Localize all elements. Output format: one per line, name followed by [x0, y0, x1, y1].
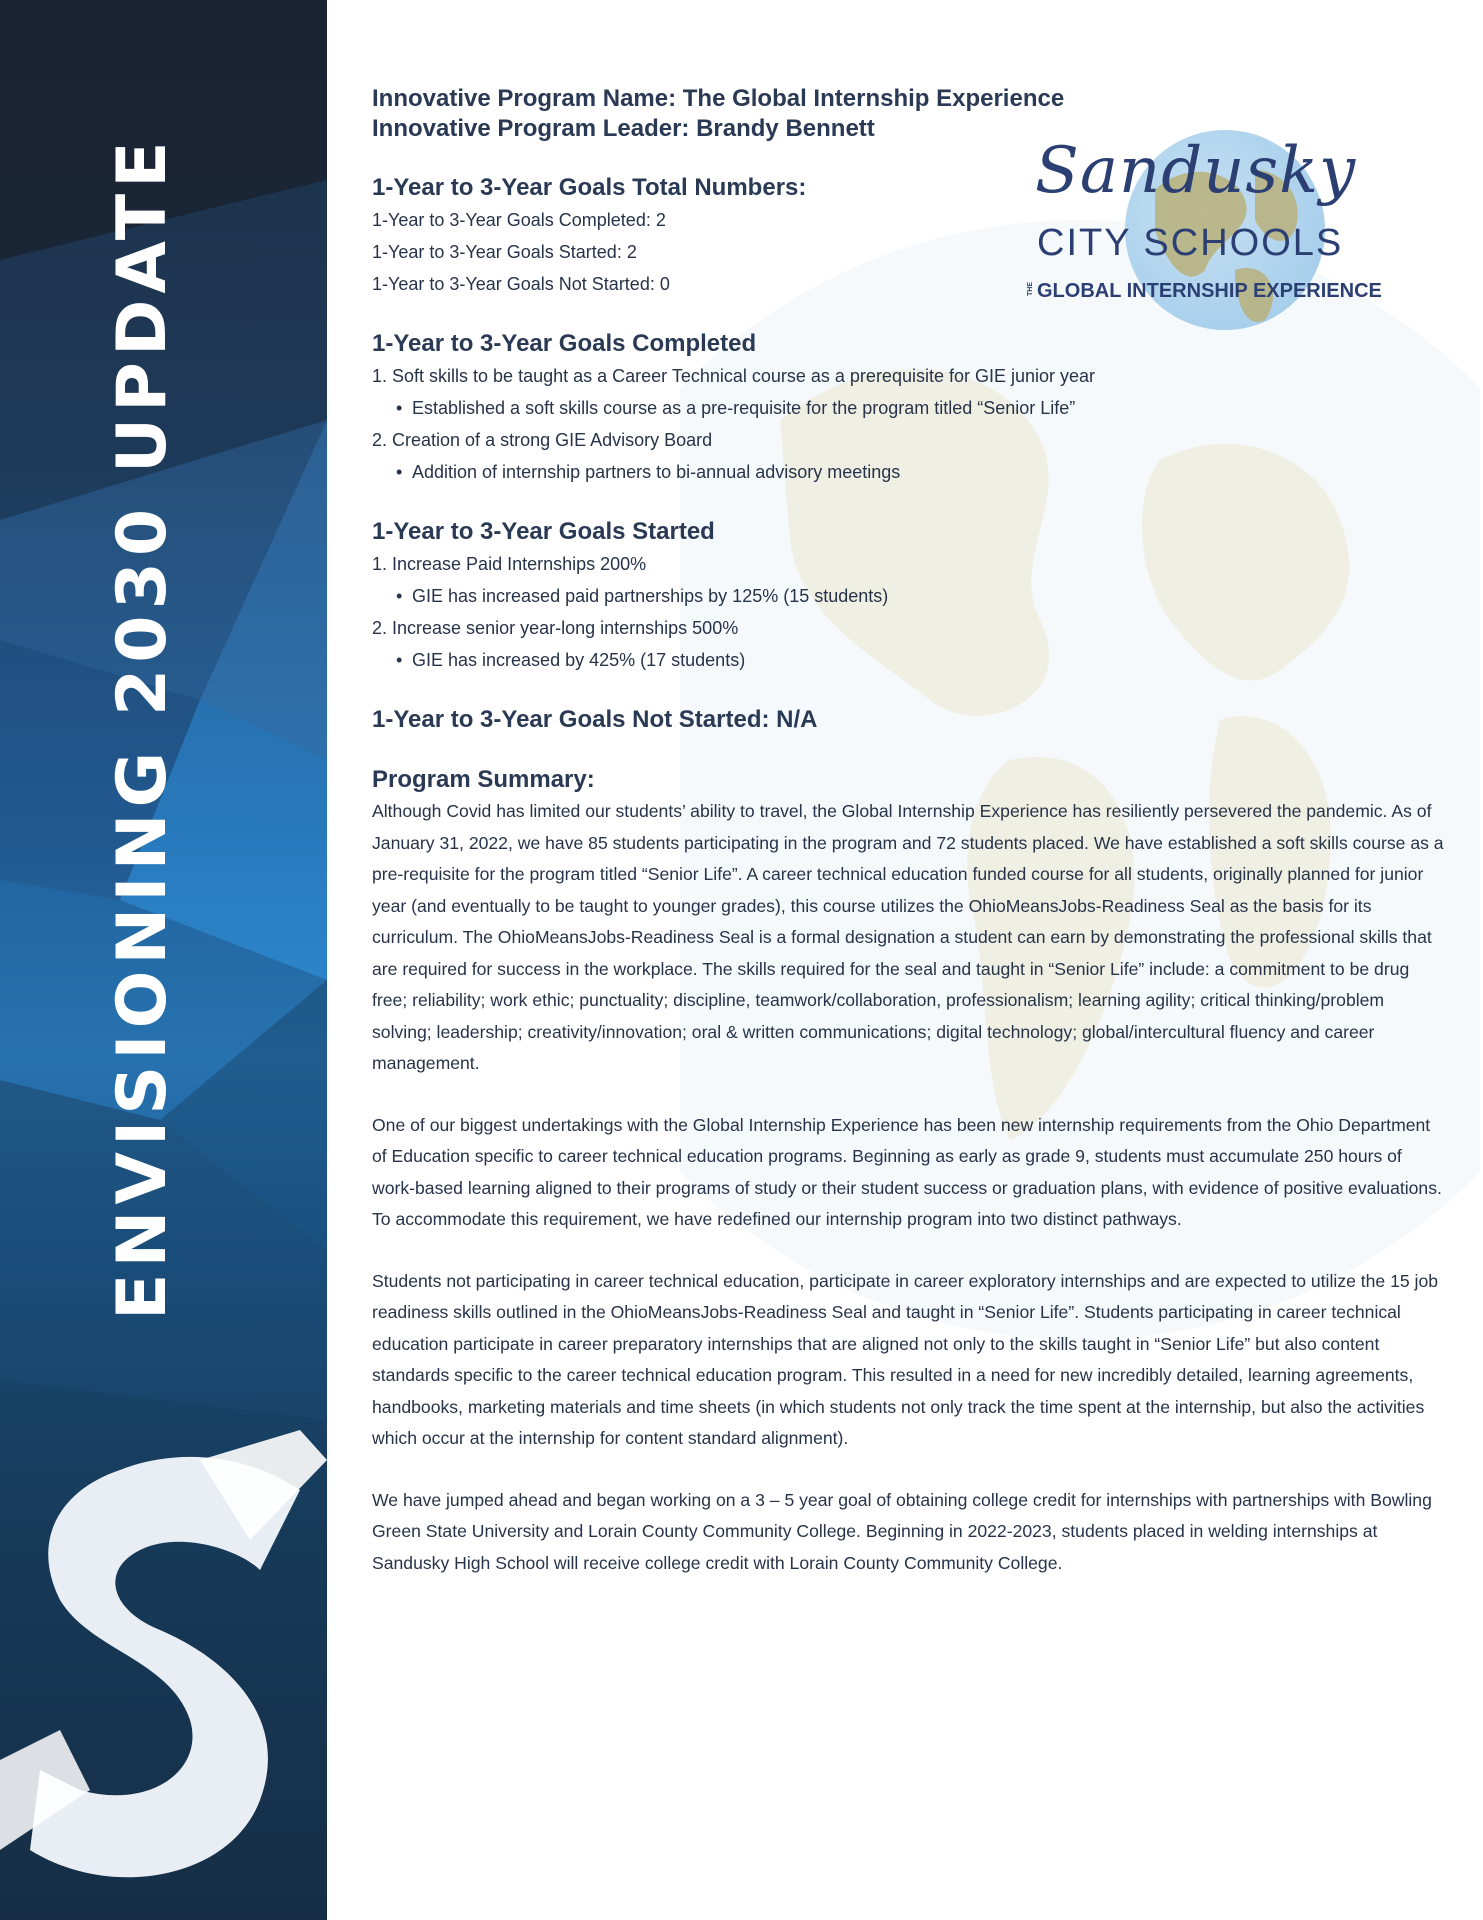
not-started-heading: 1-Year to 3-Year Goals Not Started: N/A: [372, 706, 818, 733]
totals-heading: 1-Year to 3-Year Goals Total Numbers:: [372, 174, 807, 201]
summary-paragraph: We have jumped ahead and began working on a 3 – 5 year goal of obtaining college credit for internships with partnerships with Bowling Green State University and Lorain County Community College. Beginning in 2022-2023, students placed in welding internships at Sandusky High School will receive college credit with Lorain County Community College.: [372, 1489, 1432, 1573]
totals-line: 1-Year to 3-Year Goals Not Started: 0: [372, 274, 670, 294]
started-section: [372, 516, 1447, 676]
sandusky-s-emblem-icon: [0, 1430, 327, 1920]
goal-item: 2. Increase senior year-long internships 500%: [372, 618, 739, 638]
goal-bullet: • GIE has increased paid partnerships by 125% (15 students): [372, 580, 1447, 612]
summary-paragraph: Although Covid has limited our students’ ability to travel, the Global Internship Experience has resiliently persevered the pandemic. As of January 31, 2022, we have 85 students participating in the program and 72 students placed. We have established a soft skills course as a pre-requisite for the program titled “Senior Life”. A career technical education funded course for all students, originally planned for junior year (and eventually to be taught to younger grades), this course utilizes the OhioMeansJobs-Readiness Seal as the basis for its curriculum. The OhioMeansJobs-Readiness Seal is a formal designation a student can earn by demonstrating the professional skills that are required for success in the workplace. The skills required for the seal and taught in “Senior Life” include: a commitment to be drug free; reliability; work ethic; punctuality; discipline, teamwork/collaboration, professionalism; learning agility; critical thinking/problem solving; leadership; creativity/innovation; oral & written communications; digital technology; global/intercultural fluency and career management.: [372, 801, 1444, 1073]
vertical-title: ENVISIONING 2030 UPDATE: [103, 135, 182, 1320]
summary-paragraph: One of our biggest undertakings with the Global Internship Experience has been new internship requirements from the Ohio Department of Education specific to career technical education programs. Beginning as early as grade 9, students must accumulate 250 hours of work-based learning aligned to their programs of study or their student success or graduation plans, with evidence of positive evaluations. To accommodate this requirement, we have redefined our internship program into two distinct pathways.: [372, 1114, 1442, 1229]
program-name: Innovative Program Name: The Global Internship Experience: [372, 85, 1065, 112]
summary-heading: Program Summary:: [372, 766, 595, 793]
main-content: [372, 84, 1447, 1579]
totals-line: 1-Year to 3-Year Goals Started: 2: [372, 242, 637, 262]
sidebar-banner: [0, 0, 327, 1920]
completed-heading: 1-Year to 3-Year Goals Completed: [372, 330, 757, 357]
totals-line: 1-Year to 3-Year Goals Completed: 2: [372, 210, 666, 230]
logo-script-text: Sandusky: [1035, 134, 1357, 208]
summary-paragraph: Students not participating in career technical education, participate in career exploratory internships and are expected to utilize the 15 job readiness skills outlined in the OhioMeansJobs-Readiness Seal and taught in “Senior Life”. Students participating in career technical education participate in career preparatory internships that are aligned not only to the skills taught in “Senior Life” but also content standards specific to the career technical education program. This resulted in a need for new incredibly detailed, learning agreements, handbooks, marketing materials and time sheets (in which students not only track the time spent at the internship, but also the activities which occur at the internship for content standard alignment).: [372, 1270, 1439, 1448]
completed-section: [372, 328, 1447, 488]
summary-section: [372, 764, 1447, 1579]
goal-item: 1. Increase Paid Internships 200%: [372, 554, 647, 574]
goal-bullet: • Established a soft skills course as a pre-requisite for the program titled “Senior Life”: [372, 392, 1447, 424]
started-heading: 1-Year to 3-Year Goals Started: [372, 518, 715, 545]
not-started-section: [372, 704, 1447, 736]
logo-the: THE: [1027, 282, 1034, 296]
logo-gie-text: GLOBAL INTERNSHIP EXPERIENCE: [1037, 280, 1382, 302]
goal-bullet: • GIE has increased by 425% (17 students): [372, 644, 1447, 676]
totals-section: [372, 172, 1447, 300]
program-leader: Innovative Program Leader: Brandy Bennett: [372, 115, 875, 142]
goal-item: 2. Creation of a strong GIE Advisory Board: [372, 430, 713, 450]
goal-item: 1. Soft skills to be taught as a Career Technical course as a prerequisite for GIE junior year: [372, 366, 1096, 386]
logo-city-schools: CITY SCHOOLS: [1037, 222, 1344, 264]
goal-bullet: • Addition of internship partners to bi-annual advisory meetings: [372, 456, 1447, 488]
